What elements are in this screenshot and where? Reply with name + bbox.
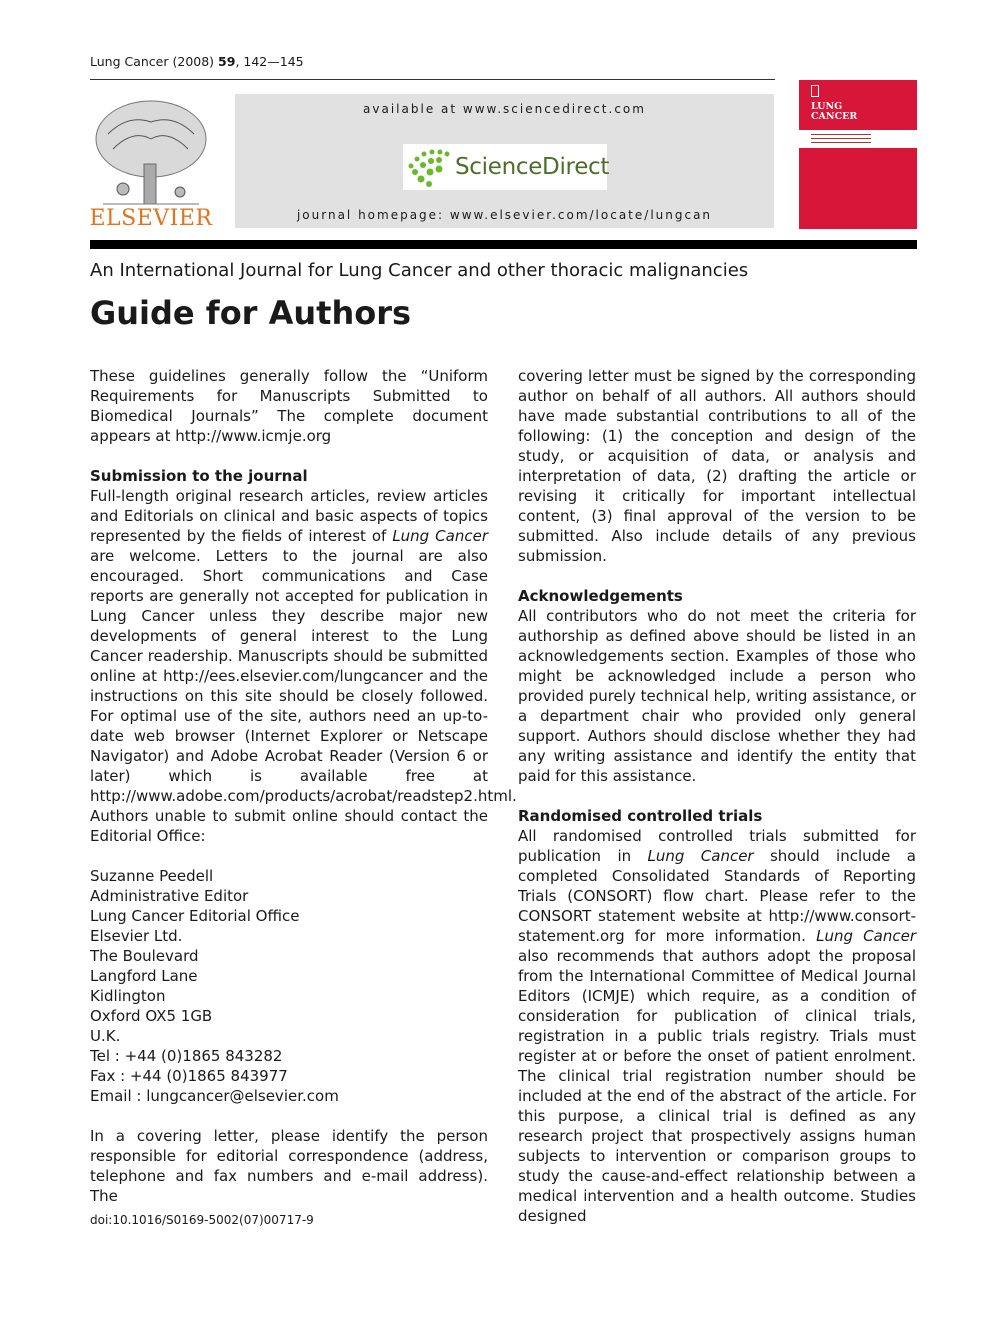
covering-letter-continued: covering letter must be signed by the corresponding author on behalf of all authors. All authors should have made substantial contributions to all of the following: (1) the conception and design of the study, or acquisition of data, or analysis and interpretation of data, (2) drafting the article or revising it critically for important intellectual content, (3) final approval of the version to be submitted. Also include details of any previous submission. [518, 367, 916, 565]
covering-letter-paragraph: In a covering letter, please identify the person responsible for editorial correspondence (address, telephone and fax numbers and e-mail address). The [90, 1127, 488, 1205]
page-title: Guide for Authors [90, 294, 412, 332]
sciencedirect-logo [403, 144, 610, 190]
right-column [518, 366, 916, 1226]
address-line: Kidlington [90, 987, 166, 1005]
rct-paragraph: All randomised controlled trials submitted for publication in Lung Cancer should include a completed Consolidated Standards of Reporting Trials (CONSORT) flow chart. Please refer to the CONSORT statement website at http://www.consort-statement.org for more information. Lung Cancer also recommends that authors adopt the proposal from the International Committee of Medical Journal Editors (ICMJE) which require, as a condition of consideration for publication of clinical trials, registration in a public trials registry. Trials must register at or before the onset of patient enrolment. The clinical trial registration number should be included at the end of the abstract of the article. For this purpose, a clinical trial is defined as any research project that prospectively assigns human subjects to intervention or comparison groups to study the cause-and-effect relationship between a medical intervention and a health outcome. Studies designed [518, 827, 916, 1225]
address-line: Tel : +44 (0)1865 843282 [90, 1047, 283, 1065]
address-line: The Boulevard [90, 947, 199, 965]
publisher-name: ELSEVIER [89, 206, 213, 231]
address-line: Oxford OX5 1GB [90, 1007, 213, 1025]
sciencedirect-dots-icon [403, 144, 453, 190]
address-line: Elsevier Ltd. [90, 927, 183, 945]
header-divider [90, 79, 775, 80]
address-line: Langford Lane [90, 967, 198, 985]
address-line: U.K. [90, 1027, 121, 1045]
sciencedirect-wordmark: ScienceDirect [455, 154, 610, 180]
heading-rct: Randomised controlled trials [518, 807, 763, 825]
address-line: Email : lungcancer@elsevier.com [90, 1087, 339, 1105]
editorial-address [90, 866, 488, 1106]
thick-rule [90, 240, 917, 249]
cover-strip [799, 80, 917, 130]
sciencedirect-banner [235, 94, 774, 228]
intro-paragraph: These guidelines generally follow the “Uniform Requirements for Manuscripts Submitted to Biomedical Journals” The complete document appears at http://www.icmje.org [90, 367, 488, 445]
cover-text-lines [811, 134, 871, 146]
journal-cover [799, 80, 917, 229]
acknowledgements-paragraph: All contributors who do not meet the criteria for authorship as defined above should be listed in an acknowledgements section. Examples of those who might be acknowledged include a person who provided purely technical help, writing assistance, or a department chair who provided only general support. Authors should disclose whether they had any writing assistance and identify the entity that paid for this assistance. [518, 607, 916, 785]
journal-subtitle: An International Journal for Lung Cancer and other thoracic malignancies [90, 260, 749, 281]
address-line: Fax : +44 (0)1865 843977 [90, 1067, 288, 1085]
heading-submission: Submission to the journal [90, 467, 308, 485]
address-line: Administrative Editor [90, 887, 249, 905]
available-at-link[interactable]: available at www.sciencedirect.com [363, 102, 646, 116]
left-column [90, 366, 517, 1206]
address-line: Lung Cancer Editorial Office [90, 907, 300, 925]
journal-homepage-link[interactable]: journal homepage: www.elsevier.com/locate/lungcan [296, 208, 713, 222]
cover-emblem-icon [811, 85, 819, 97]
cover-top [799, 80, 917, 148]
doi: doi:10.1016/S0169-5002(07)00717-9 [90, 1213, 314, 1227]
heading-acknowledgements: Acknowledgements [518, 587, 683, 605]
citation: Lung Cancer (2008) 59, 142—145 [90, 54, 304, 69]
submission-paragraph: Full-length original research articles, review articles and Editorials on clinical and basic aspects of topics represented by the fields of interest of Lung Cancer are welcome. Letters to the journal are also encouraged. Short communications and Case reports are generally not accepted for publication in Lung Cancer unless they describe major new developments of general interest to the Lung Cancer readership. Manuscripts should be submitted online at http://ees.elsevier.com/lungcancer and the instructions on this site should be closely followed. For optimal use of the site, authors need an up-to-date web browser (Internet Explorer or Netscape Navigator) and Adobe Acrobat Reader (Version 6 or later) which is available free at http://www.adobe.com/products/acrobat/readstep2.html. Authors unable to submit online should contact the Editorial Office: [90, 487, 517, 845]
cover-title: LUNG CANCER [811, 101, 858, 122]
address-line: Suzanne Peedell [90, 867, 214, 885]
